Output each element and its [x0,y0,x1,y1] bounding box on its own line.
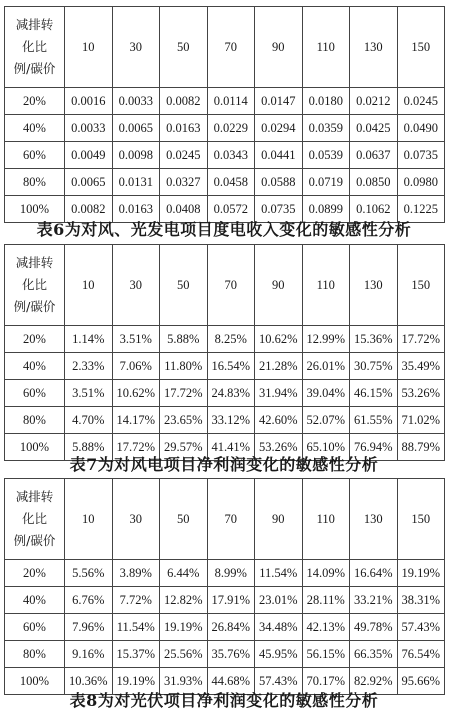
price-header: 90 [255,479,303,560]
value-cell: 70.17% [302,668,350,695]
value-cell: 0.1225 [397,196,445,223]
value-cell: 23.01% [255,587,303,614]
value-cell: 56.15% [302,641,350,668]
value-cell: 26.01% [302,353,350,380]
table-row [5,88,445,115]
table-row [5,169,445,196]
value-cell: 0.0588 [255,169,303,196]
value-cell: 10.62% [255,326,303,353]
value-cell: 7.96% [65,614,113,641]
value-cell: 0.0343 [207,142,255,169]
value-cell: 14.17% [112,407,160,434]
ratio-cell: 100% [5,196,65,223]
value-cell: 0.0180 [302,88,350,115]
value-cell: 0.0719 [302,169,350,196]
value-cell: 6.44% [160,560,208,587]
value-cell: 29.57% [160,434,208,461]
table-6 [4,6,445,223]
price-header: 30 [112,245,160,326]
value-cell: 17.72% [397,326,445,353]
value-cell: 0.0049 [65,142,113,169]
price-header: 10 [65,245,113,326]
value-cell: 66.35% [350,641,398,668]
value-cell: 7.06% [112,353,160,380]
value-cell: 21.28% [255,353,303,380]
value-cell: 88.79% [397,434,445,461]
value-cell: 57.43% [397,614,445,641]
price-header: 130 [350,245,398,326]
value-cell: 71.02% [397,407,445,434]
table-row [5,587,445,614]
value-cell: 0.1062 [350,196,398,223]
price-header: 130 [350,479,398,560]
value-cell: 0.0082 [160,88,208,115]
value-cell: 12.82% [160,587,208,614]
value-cell: 57.43% [255,668,303,695]
price-header: 10 [65,7,113,88]
value-cell: 11.80% [160,353,208,380]
value-cell: 49.78% [350,614,398,641]
value-cell: 19.19% [112,668,160,695]
value-cell: 35.76% [207,641,255,668]
ratio-cell: 60% [5,614,65,641]
table-row [5,142,445,169]
ratio-cell: 20% [5,326,65,353]
ratio-cell: 80% [5,641,65,668]
value-cell: 42.13% [302,614,350,641]
ratio-cell: 80% [5,407,65,434]
ratio-cell: 20% [5,560,65,587]
value-cell: 0.0114 [207,88,255,115]
value-cell: 0.0212 [350,88,398,115]
ratio-cell: 100% [5,668,65,695]
header-corner-cell: 减排转 化比 例/碳价 [5,245,65,326]
value-cell: 44.68% [207,668,255,695]
header-corner-cell: 减排转 化比 例/碳价 [5,479,65,560]
value-cell: 0.0033 [112,88,160,115]
value-cell: 52.07% [302,407,350,434]
value-cell: 31.93% [160,668,208,695]
value-cell: 0.0016 [65,88,113,115]
ratio-cell: 40% [5,587,65,614]
value-cell: 61.55% [350,407,398,434]
value-cell: 4.70% [65,407,113,434]
table-row [5,115,445,142]
value-cell: 17.72% [112,434,160,461]
price-header: 10 [65,479,113,560]
price-header: 150 [397,479,445,560]
price-header: 50 [160,245,208,326]
value-cell: 3.51% [112,326,160,353]
value-cell: 0.0245 [397,88,445,115]
ratio-cell: 40% [5,353,65,380]
value-cell: 30.75% [350,353,398,380]
value-cell: 0.0490 [397,115,445,142]
value-cell: 7.72% [112,587,160,614]
price-header: 50 [160,479,208,560]
table-6-block [4,6,444,223]
value-cell: 17.91% [207,587,255,614]
value-cell: 0.0131 [112,169,160,196]
price-header: 150 [397,7,445,88]
value-cell: 76.94% [350,434,398,461]
value-cell: 42.60% [255,407,303,434]
value-cell: 11.54% [255,560,303,587]
value-cell: 41.41% [207,434,255,461]
value-cell: 0.0899 [302,196,350,223]
value-cell: 12.99% [302,326,350,353]
value-cell: 26.84% [207,614,255,641]
value-cell: 0.0065 [65,169,113,196]
price-header: 30 [112,479,160,560]
table-7-block [4,244,444,461]
value-cell: 0.0425 [350,115,398,142]
value-cell: 23.65% [160,407,208,434]
value-cell: 0.0458 [207,169,255,196]
value-cell: 31.94% [255,380,303,407]
price-header: 110 [302,245,350,326]
value-cell: 0.0735 [255,196,303,223]
value-cell: 0.0539 [302,142,350,169]
value-cell: 5.88% [160,326,208,353]
value-cell: 0.0082 [65,196,113,223]
value-cell: 10.62% [112,380,160,407]
value-cell: 0.0033 [65,115,113,142]
table-8-caption: 表8为对光伏项目净利润变化的敏感性分析 [69,691,379,710]
value-cell: 0.0327 [160,169,208,196]
table-row [5,326,445,353]
value-cell: 0.0065 [112,115,160,142]
value-cell: 16.64% [350,560,398,587]
table-row [5,560,445,587]
value-cell: 15.36% [350,326,398,353]
ratio-cell: 60% [5,380,65,407]
value-cell: 0.0980 [397,169,445,196]
value-cell: 95.66% [397,668,445,695]
table-8 [4,478,445,695]
value-cell: 15.37% [112,641,160,668]
ratio-cell: 60% [5,142,65,169]
table-7 [4,244,445,461]
value-cell: 0.0163 [112,196,160,223]
value-cell: 45.95% [255,641,303,668]
value-cell: 0.0735 [397,142,445,169]
table-row [5,614,445,641]
header-row [5,479,445,560]
value-cell: 0.0245 [160,142,208,169]
price-header: 130 [350,7,398,88]
table-row [5,380,445,407]
value-cell: 38.31% [397,587,445,614]
value-cell: 5.56% [65,560,113,587]
table-row [5,641,445,668]
price-header: 90 [255,7,303,88]
value-cell: 19.19% [397,560,445,587]
table-row [5,353,445,380]
value-cell: 0.0359 [302,115,350,142]
table-row [5,407,445,434]
value-cell: 3.89% [112,560,160,587]
price-header: 70 [207,479,255,560]
value-cell: 0.0572 [207,196,255,223]
value-cell: 0.0637 [350,142,398,169]
ratio-cell: 20% [5,88,65,115]
price-header: 70 [207,7,255,88]
value-cell: 33.12% [207,407,255,434]
value-cell: 33.21% [350,587,398,614]
value-cell: 10.36% [65,668,113,695]
price-header: 110 [302,479,350,560]
ratio-cell: 80% [5,169,65,196]
value-cell: 8.25% [207,326,255,353]
value-cell: 39.04% [302,380,350,407]
value-cell: 0.0850 [350,169,398,196]
value-cell: 6.76% [65,587,113,614]
value-cell: 14.09% [302,560,350,587]
value-cell: 53.26% [255,434,303,461]
value-cell: 0.0098 [112,142,160,169]
value-cell: 1.14% [65,326,113,353]
table-6-caption: 表6为对风、光发电项目度电收入变化的敏感性分析 [36,220,412,239]
value-cell: 9.16% [65,641,113,668]
value-cell: 0.0408 [160,196,208,223]
value-cell: 11.54% [112,614,160,641]
value-cell: 24.83% [207,380,255,407]
ratio-cell: 40% [5,115,65,142]
value-cell: 53.26% [397,380,445,407]
price-header: 70 [207,245,255,326]
value-cell: 0.0163 [160,115,208,142]
price-header: 90 [255,245,303,326]
value-cell: 65.10% [302,434,350,461]
price-header: 150 [397,245,445,326]
value-cell: 25.56% [160,641,208,668]
price-header: 110 [302,7,350,88]
value-cell: 76.54% [397,641,445,668]
header-corner-cell: 减排转 化比 例/碳价 [5,7,65,88]
value-cell: 82.92% [350,668,398,695]
value-cell: 2.33% [65,353,113,380]
value-cell: 35.49% [397,353,445,380]
value-cell: 0.0441 [255,142,303,169]
value-cell: 17.72% [160,380,208,407]
price-header: 50 [160,7,208,88]
value-cell: 0.0294 [255,115,303,142]
value-cell: 34.48% [255,614,303,641]
value-cell: 19.19% [160,614,208,641]
value-cell: 5.88% [65,434,113,461]
header-row [5,7,445,88]
price-header: 30 [112,7,160,88]
table-7-caption: 表7为对风电项目净利润变化的敏感性分析 [69,455,379,474]
value-cell: 16.54% [207,353,255,380]
header-row [5,245,445,326]
value-cell: 3.51% [65,380,113,407]
value-cell: 28.11% [302,587,350,614]
value-cell: 46.15% [350,380,398,407]
table-8-block [4,478,444,695]
value-cell: 0.0147 [255,88,303,115]
value-cell: 8.99% [207,560,255,587]
value-cell: 0.0229 [207,115,255,142]
ratio-cell: 100% [5,434,65,461]
